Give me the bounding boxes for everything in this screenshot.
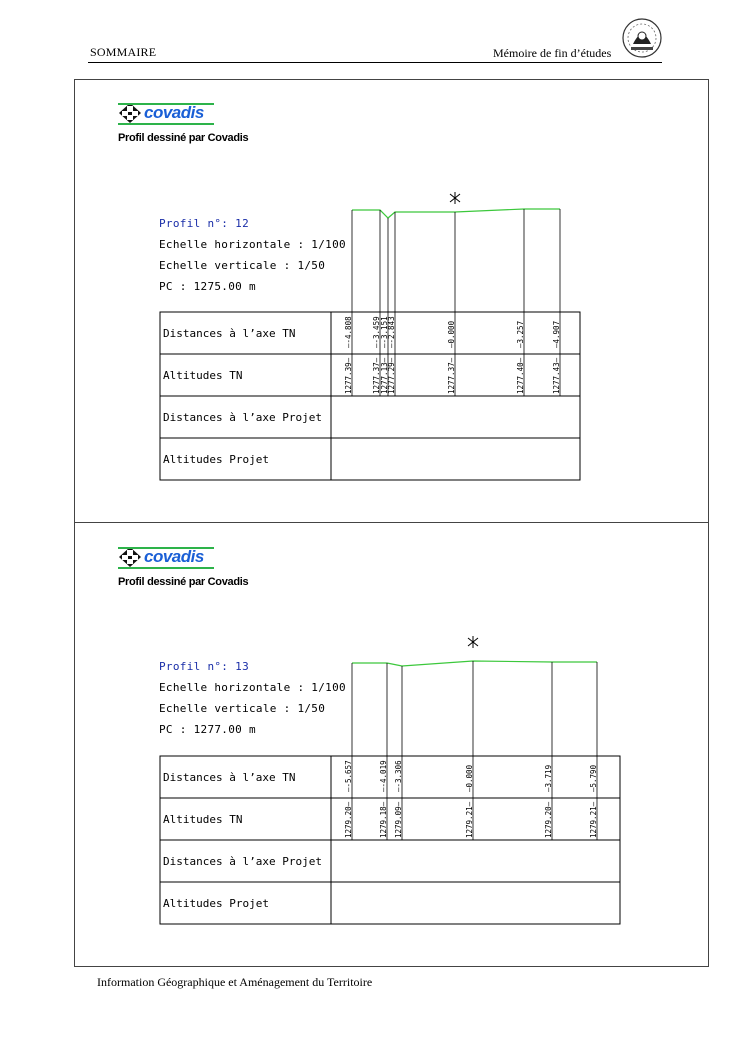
altitude-value: 1279.18—: [379, 801, 388, 838]
terrain-line: [352, 661, 597, 666]
distance-value: —0.000: [465, 764, 474, 792]
covadis-logo: covadis: [118, 102, 218, 126]
altitude-value: 1279.20—: [544, 801, 553, 838]
horizontal-scale: Echelle horizontale : 1/100: [159, 681, 346, 694]
table-row-label: Altitudes Projet: [163, 453, 269, 466]
table-row-label: Altitudes TN: [163, 813, 243, 826]
altitude-value: 1277.39—: [344, 357, 353, 394]
distance-value: —-4.808: [344, 316, 353, 348]
distance-value: —-3.151: [380, 316, 389, 348]
distance-value: —-3.459: [372, 316, 381, 348]
reference-plane: PC : 1277.00 m: [159, 723, 256, 736]
altitude-value: 1277.37—: [447, 357, 456, 394]
distance-value: —3.719: [544, 764, 553, 792]
distance-value: —0.000: [447, 320, 456, 348]
profile-title: Profil n°: 13: [159, 660, 249, 673]
drawn-by-caption: Profil dessiné par Covadis: [118, 132, 249, 144]
altitude-value: 1279.20—: [344, 801, 353, 838]
header-right: Mémoire de fin d’études: [493, 46, 612, 60]
vertical-scale: Echelle verticale : 1/50: [159, 702, 326, 715]
covadis-logo: covadis: [118, 546, 218, 570]
vertical-scale: Echelle verticale : 1/50: [159, 259, 326, 272]
header-left: SOMMAIRE: [90, 45, 157, 59]
table-row-label: Distances à l’axe TN: [163, 327, 296, 340]
table-row-label: Distances à l’axe TN: [163, 771, 296, 784]
altitude-value: 1277.43—: [552, 357, 561, 394]
table-row-label: Distances à l’axe Projet: [163, 855, 322, 868]
horizontal-scale: Echelle horizontale : 1/100: [159, 238, 346, 251]
table-row-label: Altitudes TN: [163, 369, 243, 382]
altitude-value: 1277.37—: [372, 357, 381, 394]
distance-value: —-2.843: [387, 316, 396, 348]
distance-value: —5.790: [589, 764, 598, 792]
altitude-value: 1277.40—: [516, 357, 525, 394]
drawn-by-caption: Profil dessiné par Covadis: [118, 576, 249, 588]
footer-text: Information Géographique et Aménagement du Territoire: [97, 975, 373, 989]
altitude-value: 1279.21—: [589, 801, 598, 838]
distance-value: —4.907: [552, 320, 561, 348]
reference-plane: PC : 1275.00 m: [159, 280, 256, 293]
profile-title: Profil n°: 12: [159, 217, 249, 230]
altitude-value: 1277.29—: [387, 357, 396, 394]
table-row-label: Altitudes Projet: [163, 897, 269, 910]
altitude-value: 1277.13—: [380, 357, 389, 394]
altitude-value: 1279.09—: [394, 801, 403, 838]
distance-value: —-4.019: [379, 760, 388, 792]
table-row-label: Distances à l’axe Projet: [163, 411, 322, 424]
distance-value: —-5.657: [344, 760, 353, 792]
distance-value: —-3.306: [394, 760, 403, 792]
distance-value: —3.257: [516, 320, 525, 348]
altitude-value: 1279.21—: [465, 801, 474, 838]
